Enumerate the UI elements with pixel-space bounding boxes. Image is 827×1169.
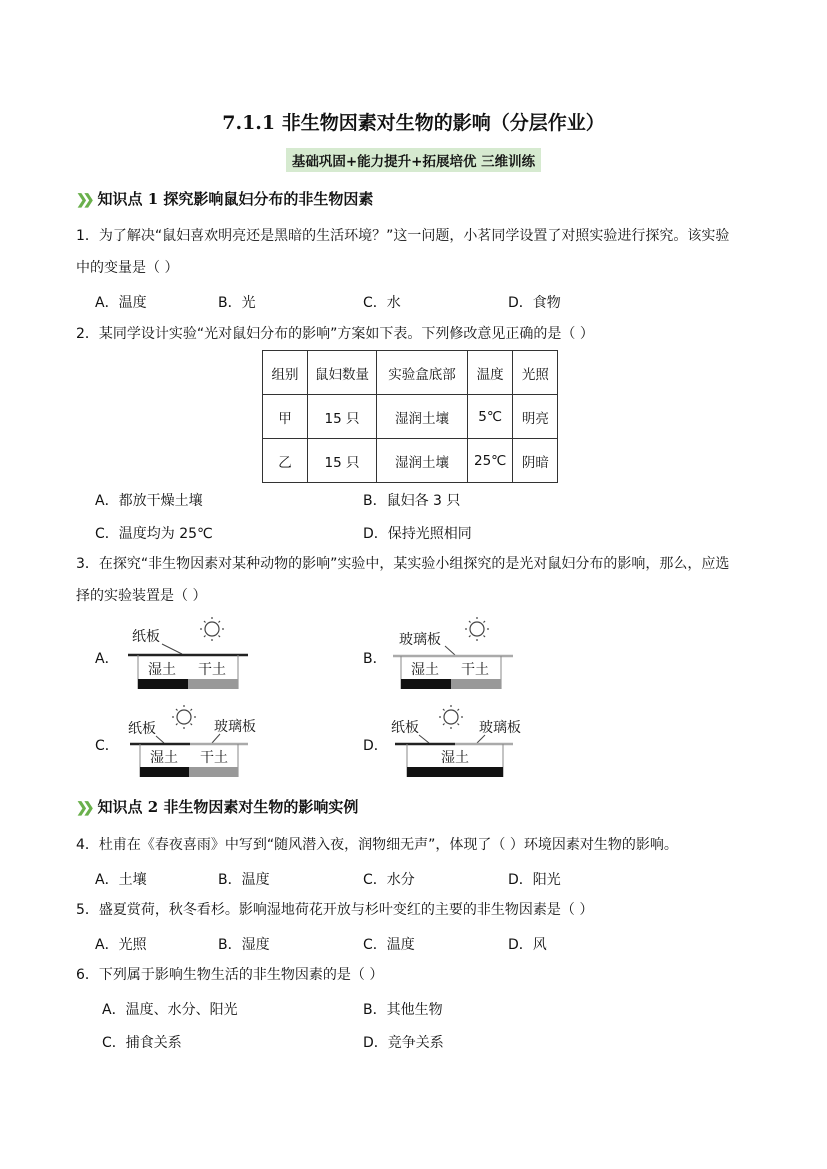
section-heading-2	[76, 796, 358, 817]
table-header-cell: 光照	[513, 351, 558, 395]
q1-option-b[interactable]: B．光	[218, 295, 256, 311]
question-4: 4．杜甫在《春夜喜雨》中写到“随风潜入夜，润物细无声”，体现了（ ）环境因素对生物的影响。	[76, 837, 678, 853]
q3-option-b[interactable]: B．	[363, 651, 387, 667]
table-cell: 甲	[263, 395, 308, 439]
q2-option-b[interactable]: B．鼠妇各 3 只	[363, 493, 461, 509]
q5-option-c[interactable]: C．温度	[363, 937, 415, 953]
q2-option-c[interactable]: C．温度均为 25℃	[95, 526, 213, 542]
q4-option-a[interactable]: A．土壤	[95, 872, 147, 888]
table-cell: 乙	[263, 439, 308, 483]
q5-option-d[interactable]: D．风	[508, 937, 547, 953]
q1-option-d[interactable]: D．食物	[508, 295, 561, 311]
q3-option-a[interactable]: A．	[95, 651, 119, 667]
b-board-label: 玻璃板	[399, 632, 441, 648]
question-1	[76, 220, 756, 284]
table-header-cell: 温度	[468, 351, 513, 395]
q2-option-d[interactable]: D．保持光照相同	[363, 526, 472, 542]
a-board-label: 纸板	[132, 629, 160, 645]
q5-option-a[interactable]: A．光照	[95, 937, 147, 953]
q3-line2: 择的实验装置是（ ）	[76, 588, 207, 604]
q1-line1: 1．为了解决“鼠妇喜欢明亮还是黑暗的生活环境？”这一问题，小茗同学设置了对照实验进行探究。该实验	[76, 228, 730, 244]
table-cell: 15 只	[308, 395, 377, 439]
section-1-label: 知识点 1 探究影响鼠妇分布的非生物因素	[97, 190, 374, 208]
page-title: 7.1.1 非生物因素对生物的影响（分层作业）	[222, 112, 605, 134]
c-right-soil-label: 干土	[200, 750, 228, 766]
apparatus-d-diagram	[385, 703, 535, 783]
a-left-soil-label: 湿土	[148, 662, 176, 678]
section-2-label: 知识点 2 非生物因素对生物的影响实例	[97, 798, 359, 816]
table-cell: 湿润土壤	[377, 439, 468, 483]
b-left-soil-label: 湿土	[411, 662, 439, 678]
double-arrow-icon: ❯❯	[76, 800, 90, 816]
apparatus-b-diagram	[385, 615, 520, 695]
table-cell: 明亮	[513, 395, 558, 439]
a-right-soil-label: 干土	[198, 662, 226, 678]
q1-option-a[interactable]: A．温度	[95, 295, 147, 311]
sun-icon	[439, 705, 463, 729]
d-board2-label: 玻璃板	[479, 720, 521, 736]
d-soil-label: 湿土	[441, 750, 469, 766]
table-cell: 湿润土壤	[377, 395, 468, 439]
c-board2-label: 玻璃板	[214, 719, 256, 735]
sun-icon	[200, 617, 224, 641]
sun-icon	[172, 705, 196, 729]
q6-option-d[interactable]: D．竞争关系	[363, 1035, 444, 1051]
table-header-cell: 组别	[263, 351, 308, 395]
q3-option-d[interactable]: D．	[363, 738, 388, 754]
question-2: 2．某同学设计实验“光对鼠妇分布的影响”方案如下表。下列修改意见正确的是（ ）	[76, 326, 594, 342]
table-row	[263, 395, 558, 439]
sun-icon	[465, 617, 489, 641]
c-left-soil-label: 湿土	[150, 750, 178, 766]
apparatus-c-diagram	[120, 703, 270, 783]
question-5: 5．盛夏赏荷，秋冬看杉。影响湿地荷花开放与杉叶变红的主要的非生物因素是（ ）	[76, 902, 594, 918]
q4-option-c[interactable]: C．水分	[363, 872, 415, 888]
page-subtitle: 基础巩固+能力提升+拓展培优 三维训练	[286, 148, 541, 172]
q4-option-d[interactable]: D．阳光	[508, 872, 561, 888]
experiment-table	[262, 350, 558, 483]
question-3	[76, 548, 756, 612]
q3-option-c[interactable]: C．	[95, 738, 119, 754]
q6-option-a[interactable]: A．温度、水分、阳光	[102, 1002, 238, 1018]
table-cell: 阴暗	[513, 439, 558, 483]
b-right-soil-label: 干土	[461, 662, 489, 678]
q6-option-b[interactable]: B．其他生物	[363, 1002, 443, 1018]
table-row	[263, 439, 558, 483]
apparatus-a-diagram	[120, 615, 255, 695]
table-cell: 25℃	[468, 439, 513, 483]
question-6: 6．下列属于影响生物生活的非生物因素的是（ ）	[76, 967, 384, 983]
table-header-cell: 实验盒底部	[377, 351, 468, 395]
section-heading-1	[76, 188, 373, 209]
q6-option-c[interactable]: C．捕食关系	[102, 1035, 182, 1051]
q4-option-b[interactable]: B．温度	[218, 872, 270, 888]
q3-line1: 3．在探究“非生物因素对某种动物的影响”实验中，某实验小组探究的是光对鼠妇分布的影响，那么，应选	[76, 556, 730, 572]
d-board1-label: 纸板	[391, 720, 419, 736]
table-header-cell: 鼠妇数量	[308, 351, 377, 395]
double-arrow-icon: ❯❯	[76, 192, 90, 208]
q1-line2: 中的变量是（ ）	[76, 260, 179, 276]
q2-option-a[interactable]: A．都放干燥土壤	[95, 493, 203, 509]
table-cell: 5℃	[468, 395, 513, 439]
q1-option-c[interactable]: C．水	[363, 295, 401, 311]
q5-option-b[interactable]: B．湿度	[218, 937, 270, 953]
table-cell: 15 只	[308, 439, 377, 483]
c-board1-label: 纸板	[128, 721, 156, 737]
table-header-row	[263, 351, 558, 395]
